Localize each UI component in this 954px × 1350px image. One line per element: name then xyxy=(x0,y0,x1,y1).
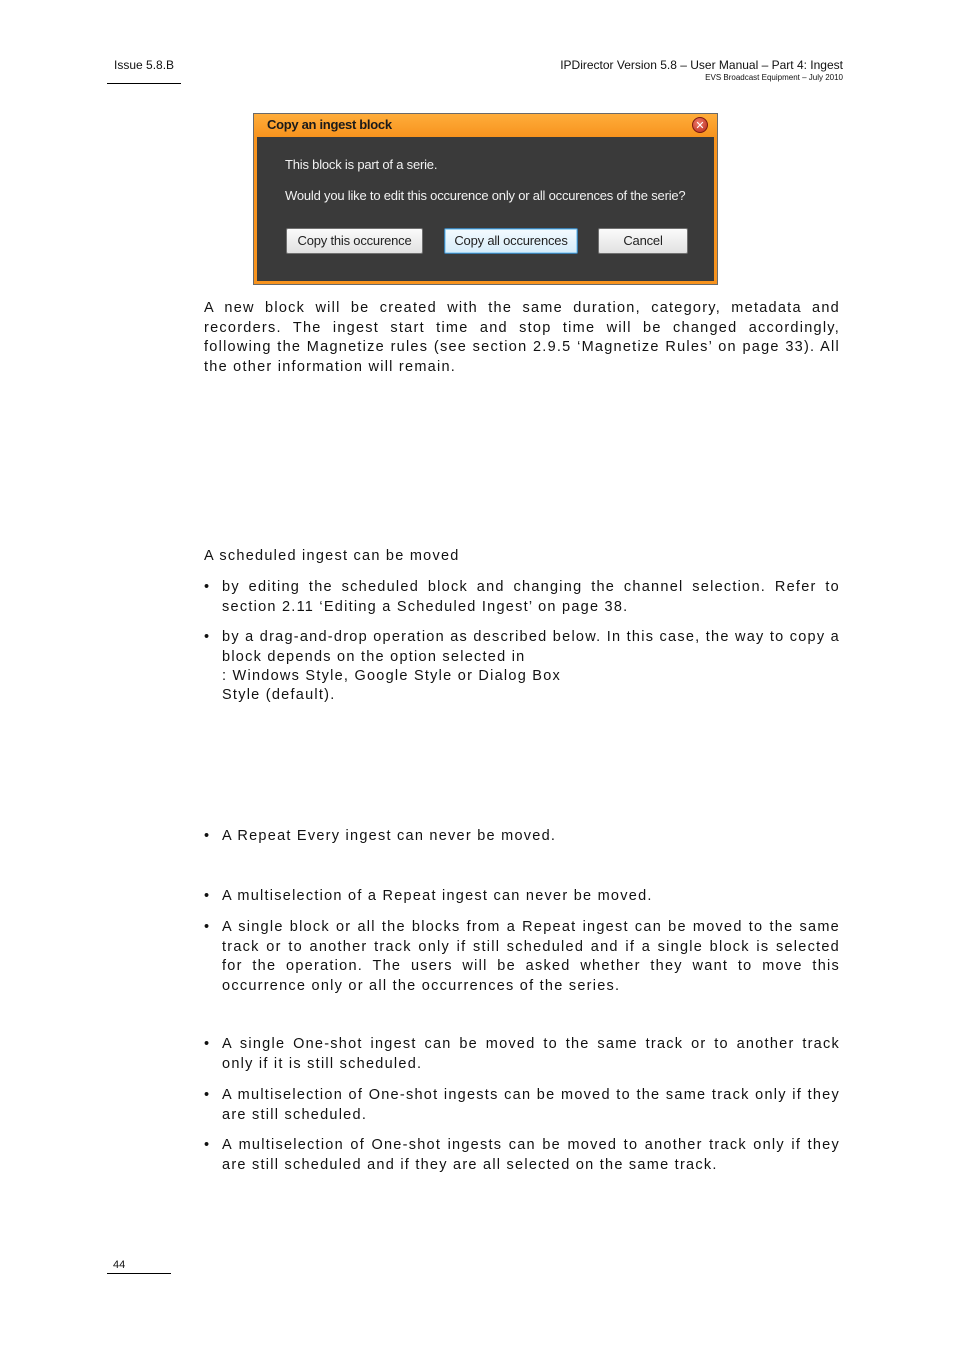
list-item xyxy=(204,918,840,998)
list-item xyxy=(204,1035,840,1075)
list-item-text: A Repeat Every ingest can never be moved. xyxy=(222,828,557,844)
list-item xyxy=(204,628,840,708)
close-icon[interactable]: ✕ xyxy=(692,117,708,133)
bullet-icon: • xyxy=(204,828,211,844)
list-item-text: A single block or all the blocks from a Repeat ingest can be moved to the same track or to another track only if still scheduled and if a single block is selected for the operation. The users will be asked whether they want to move this occurrence only or all the occurrences of the series. xyxy=(222,919,840,994)
list-item-text: A single One-shot ingest can be moved to the same track or to another track only if it is still scheduled. xyxy=(222,1036,840,1072)
list-item xyxy=(204,1136,840,1176)
document-header xyxy=(560,58,843,82)
copy-all-occurences-button[interactable]: Copy all occurences xyxy=(444,228,578,254)
dialog-message-question: Would you like to edit this occurence only or all occurences of the serie? xyxy=(285,188,686,203)
paragraph-new-block: A new block will be created with the same duration, category, metadata and recorders. The ingest start time and stop time will be changed accordingly, following the Magnetize rules (see section 2.9.5 ‘Magnetize Rules’ on page 33). All the other information will remain. xyxy=(204,300,840,375)
list-item-text: Style (default). xyxy=(222,687,336,703)
issue-label: Issue 5.8.B xyxy=(114,58,175,72)
document-subtitle: EVS Broadcast Equipment – July 2010 xyxy=(705,73,843,82)
header-rule xyxy=(107,83,181,84)
bullet-icon: • xyxy=(204,888,211,904)
list-item xyxy=(204,1086,840,1126)
bullet-icon: • xyxy=(204,1137,211,1153)
list-item xyxy=(204,887,840,907)
list-item-text: A multiselection of a Repeat ingest can never be moved. xyxy=(222,888,653,904)
bullet-icon: • xyxy=(204,629,211,645)
list-item-text: A multiselection of One-shot ingests can be moved to the same track only if they are still scheduled. xyxy=(222,1087,840,1123)
bullet-icon: • xyxy=(204,1036,211,1052)
bullet-icon: • xyxy=(204,1087,211,1103)
paragraph-moved-intro: A scheduled ingest can be moved xyxy=(204,548,460,564)
dialog-message-serie: This block is part of a serie. xyxy=(285,157,438,172)
dialog-title: Copy an ingest block xyxy=(267,117,392,132)
list-item xyxy=(204,578,840,618)
list-item-text: A multiselection of One-shot ingests can be moved to another track only if they are still scheduled and if they are all selected on the same track. xyxy=(222,1137,840,1173)
list-item xyxy=(204,827,840,847)
dialog-body xyxy=(254,137,717,284)
bullet-icon: • xyxy=(204,919,211,935)
dialog-titlebar xyxy=(254,114,717,137)
copy-ingest-block-dialog xyxy=(253,113,718,285)
cancel-button[interactable]: Cancel xyxy=(598,228,688,254)
list-item-text: by editing the scheduled block and changing the channel selection. Refer to section 2.11 ‘Editing a Scheduled Ingest’ on page 38. xyxy=(222,579,840,615)
list-item-text: : Windows Style, Google Style or Dialog Box xyxy=(222,668,562,684)
bullet-icon: • xyxy=(204,579,211,595)
footer-rule xyxy=(107,1273,171,1274)
page-number: 44 xyxy=(113,1259,126,1271)
document-title: IPDirector Version 5.8 – User Manual – Part 4: Ingest xyxy=(560,58,843,72)
copy-this-occurence-button[interactable]: Copy this occurence xyxy=(286,228,423,254)
list-item-text: by a drag-and-drop operation as described below. In this case, the way to copy a block depends on the option selected in xyxy=(222,629,840,665)
